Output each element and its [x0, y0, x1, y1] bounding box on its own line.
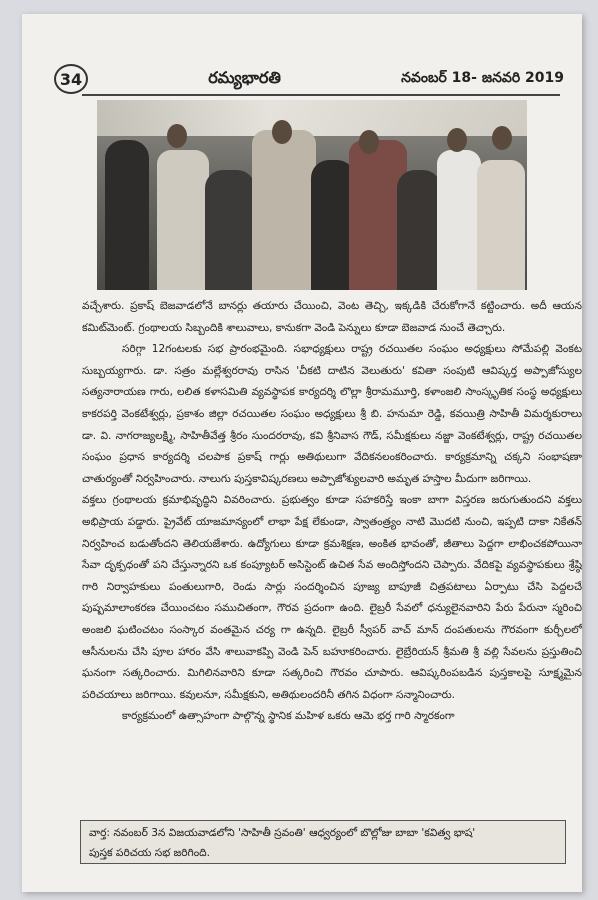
photo-person	[252, 130, 316, 290]
header-rule	[82, 94, 560, 96]
article-body	[82, 296, 582, 728]
magazine-page	[22, 14, 582, 892]
page-header	[54, 64, 564, 94]
event-photo	[97, 100, 527, 290]
issue-date: నవంబర్ 18- జనవరి 2019	[401, 69, 564, 86]
photo-person	[157, 150, 209, 290]
photo-person	[437, 150, 481, 290]
paragraph: కార్యక్రమంలో ఉత్సాహంగా పాల్గొన్న స్థానిక మహిళ ఒకరు ఆమె భర్త గారి స్మారకంగా	[122, 710, 455, 723]
paragraph: వక్తలు గ్రంథాలయ క్రమాభివృద్ధిని వివరించారు. ప్రభుత్వం కూడా సహకరిస్తే ఇంకా బాగా విస్తరణ జరుగుతుందని వక్తలు అభిప్రాయ పడ్డారు. ప్రైవేట్ యాజమాన్యంలో లాభా పేక్ష లేకుండా, స్వాతంత్ర్యం నాటి మొదటి నుంచి, ఇప్పటి దాకా నికేతన్ నిర్వహించ బడుతోందని తెలియజేశారు. ఉద్యోగులు కూడా క్రమశిక్షణ, అంకిత భావంతో, జీతాలు పెద్దగా లాభించకపోయినా సేవా దృక్పధంతో పని చేస్తున్నారని ఒక కంప్యూటర్ అసిస్టెంట్ ఉచిత సేవ అందిస్తోందని చెప్పారు. వేదికపై వ్యవస్థాపకులు శ్రేష్ఠి గారి నిర్వాహకులు పంతులుగారి, రెండు సార్లు సందర్శించిన పూజ్య బాపూజీ చిత్రపటాలు ఏర్పాటు చేసి పెద్దలచే పుష్పమాలాంకరణ చేయించటం సముచితంగా, గౌరవ ప్రదంగా ఉంది. లైబ్రరీ సేవలో ధన్యులైనవారిని పేరు పేరునా స్మరించి అంజలి ఘటించటం సంస్కార వంతమైన చర్య గా ఉన్నది. లైబ్రరీ స్వీపర్ వాచ్ మాన్ దంపతులను గౌరవంగా కుర్చీలలో ఆసీనులను చేసి పూల హారం వేసి శాలువాకప్పి వెండి పెన్ బహూకరించారు. లైబ్రేరియన్ శ్రీమతి శ్రీ వల్లి సేవలను ప్రస్తుతించి ఘనంగా సత్కరించారు. మిగిలినవారిని కూడా సత్కరించి గౌరవం చూపారు. ఆవిష్కరింపబడిన పుస్తకాలపై సూక్ష్మమైన పరిచయాలు జరిగాయి. కవులనూ, సమీక్షకుని, అతిథులందరినీ తగిన విధంగా సన్మానించారు.	[82, 494, 582, 701]
photo-head	[359, 130, 379, 154]
news-caption-box	[80, 820, 566, 864]
photo-person	[105, 140, 149, 290]
photo-person	[205, 170, 255, 290]
paragraph: సరిగ్గా 12గంటలకు సభ ప్రారంభమైంది. సభాధ్యక్షులు రాష్ట్ర రచయితల సంఘం అధ్యక్షులు సోమేపల్లి వెంకట సుబ్బయ్యగారు. డా. సత్రం మల్లేశ్వరరావు రాసిన 'చీకటి దాటిన వెలుతురు' కవితా సంపుటి ఆవిష్కర్త అప్పాజోస్యుల సత్యనారాయణ గారు, లలిత కళాసమితి వ్యవస్థాపక కార్యదర్శి లొల్లా శ్రీరామమూర్తి, కళాంజలి సాంస్కృతిక సంస్థ అధ్యక్షులు కాకరపర్తి వెంకటేశ్వర్లు, ప్రకాశం జిల్లా రచయితల సంఘం అధ్యక్షులు శ్రీ బి. హనుమా రెడ్డి, కవయిత్రి సాహితీ విమర్శకురాలు డా. వి. నాగరాజ్యలక్ష్మి, సాహితీవేత్త శ్రీరం సుందరరావు, కవి శ్రీనివాస గౌడ్, సమీక్షకులు నజ్జా వెంకటేశ్వర్లు, రాష్ట్ర రచయితల సంఘం ప్రధాన కార్యదర్శి చలపాక ప్రకాష్ గార్లు అతిథులుగా వేదికనలంకరించారు. కార్యక్రమాన్ని చక్కని సంభాషణా చాతుర్యంతో నిర్వహించారు. నాలుగు పుస్తకావిష్కరణలు అప్పాజోశ్యులవారి అమృత హస్తాల మీదుగా జరిగాయి.	[82, 343, 582, 485]
photo-person	[397, 170, 441, 290]
caption-line: పుస్తక పరిచయ సభ జరిగింది.	[89, 847, 210, 859]
photo-head	[447, 128, 467, 152]
page-number: 34	[54, 64, 88, 94]
photo-person	[477, 160, 525, 290]
photo-head	[272, 120, 292, 144]
photo-head	[492, 126, 512, 150]
paragraph: వచ్చేశారు. ప్రకాష్ బెజవాడలోనే బానర్లు తయారు చేయించి, వెంట తెచ్చి, ఇక్కడికి చేరుకోగానే కట్టించారు. అదీ ఆయన కమిట్‌మెంట్. గ్రంథాలయ సిబ్బందికి శాలువాలు, కానుకగా వెండి పెన్నులు కూడా బెజవాడ నుంచే తెచ్చారు.	[82, 300, 582, 334]
caption-line: వార్త: నవంబర్ 3న విజయవాడలోని 'సాహితీ స్రవంతి' ఆధ్వర్యంలో బొల్లోజు బాబా 'కవిత్వ భాష'	[89, 827, 476, 839]
photo-head	[167, 124, 187, 148]
magazine-title: రమ్యభారతి	[208, 67, 281, 87]
